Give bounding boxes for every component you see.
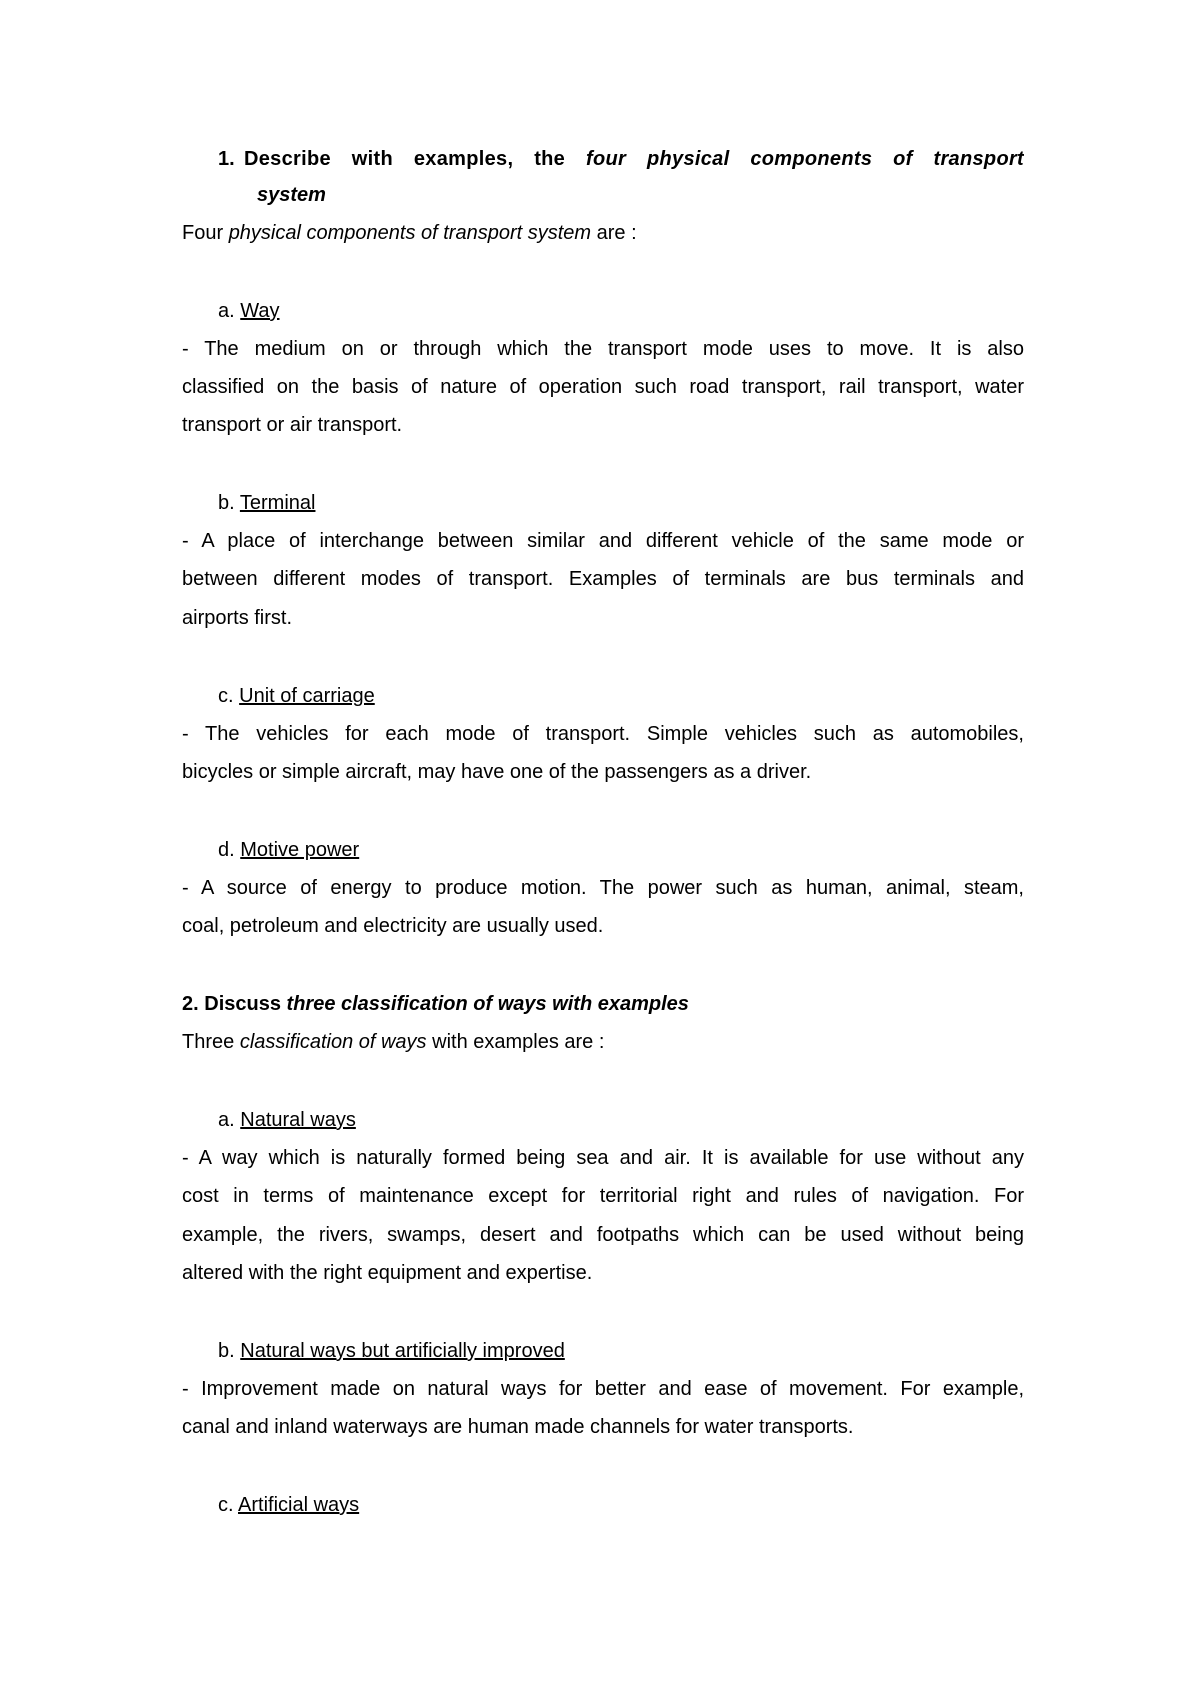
q1-intro-after: are : (596, 222, 637, 244)
item-title: Natural ways but artificially improved (240, 1340, 565, 1362)
item-title: Natural ways (240, 1109, 356, 1131)
question-2-number: 2. (182, 993, 199, 1015)
question-1-prefix: Describe with examples, the (244, 148, 566, 170)
question-1-intro (182, 220, 637, 246)
q2-intro-italic: classification of ways (239, 1031, 427, 1053)
item-marker: a. (218, 1109, 235, 1131)
q2-item-a-line-3: example, the rivers, swamps, desert and footpaths which can be used without being (182, 1224, 1024, 1246)
q1-item-d-line-2: coal, petroleum and electricity are usually used. (182, 915, 604, 937)
item-marker: c. (218, 685, 234, 707)
q1-intro-before: Four (182, 222, 224, 244)
q2-item-c-heading (218, 1492, 359, 1518)
item-title: Unit of carriage (239, 685, 375, 707)
q1-item-c-heading (218, 683, 375, 709)
question-1-heading (244, 146, 1024, 172)
q1-item-a-line-3: transport or air transport. (182, 414, 403, 436)
q2-item-a-line-4: altered with the right equipment and expertise. (182, 1262, 593, 1284)
item-marker: c. (218, 1494, 234, 1516)
item-marker: a. (218, 300, 235, 322)
item-marker: d. (218, 839, 235, 861)
q2-item-a-heading (218, 1107, 356, 1133)
question-1-heading-wrap: system (257, 184, 326, 206)
q1-item-d-line-1: - A source of energy to produce motion. The power such as human, animal, steam, (182, 877, 1024, 899)
q1-item-b-line-1: - A place of interchange between similar and different vehicle of the same mode or (182, 530, 1024, 552)
question-2-italic: three classification of ways with examples (286, 993, 689, 1015)
item-marker: b. (218, 1340, 235, 1362)
question-1-number: 1. (218, 148, 235, 170)
item-title: Way (240, 300, 280, 322)
q1-item-b-heading (218, 490, 315, 516)
question-1-italic: four physical components of transport (586, 148, 1024, 170)
q2-item-a-line-2: cost in terms of maintenance except for territorial right and rules of navigation. For (182, 1185, 1024, 1207)
q2-item-a-line-1: - A way which is naturally formed being sea and air. It is available for use without any (182, 1147, 1024, 1169)
q1-item-a-line-2: classified on the basis of nature of operation such road transport, rail transport, water (182, 376, 1024, 398)
q2-intro-after: with examples are : (432, 1031, 605, 1053)
q1-item-b-line-3: airports first. (182, 607, 293, 629)
q2-item-b-line-2: canal and inland waterways are human made channels for water transports. (182, 1416, 854, 1438)
question-2-intro (182, 1029, 604, 1055)
item-title: Artificial ways (238, 1494, 360, 1516)
item-title: Terminal (239, 492, 316, 514)
question-2-heading (182, 991, 689, 1017)
q1-item-c-line-2: bicycles or simple aircraft, may have one of the passengers as a driver. (182, 761, 812, 783)
q1-item-a-line-1: - The medium on or through which the transport mode uses to move. It is also (182, 338, 1024, 360)
item-marker: b. (218, 492, 235, 514)
q2-item-b-line-1: - Improvement made on natural ways for better and ease of movement. For example, (182, 1378, 1024, 1400)
q1-intro-italic: physical components of transport system (228, 222, 592, 244)
q1-item-a-heading (218, 298, 280, 324)
q1-item-d-heading (218, 837, 359, 863)
q2-intro-before: Three (182, 1031, 235, 1053)
item-title: Motive power (240, 839, 360, 861)
q1-item-b-line-2: between different modes of transport. Examples of terminals are bus terminals and (182, 568, 1024, 590)
question-2-prefix: Discuss (204, 993, 281, 1015)
q1-item-c-line-1: - The vehicles for each mode of transport. Simple vehicles such as automobiles, (182, 723, 1024, 745)
q2-item-b-heading (218, 1338, 565, 1364)
